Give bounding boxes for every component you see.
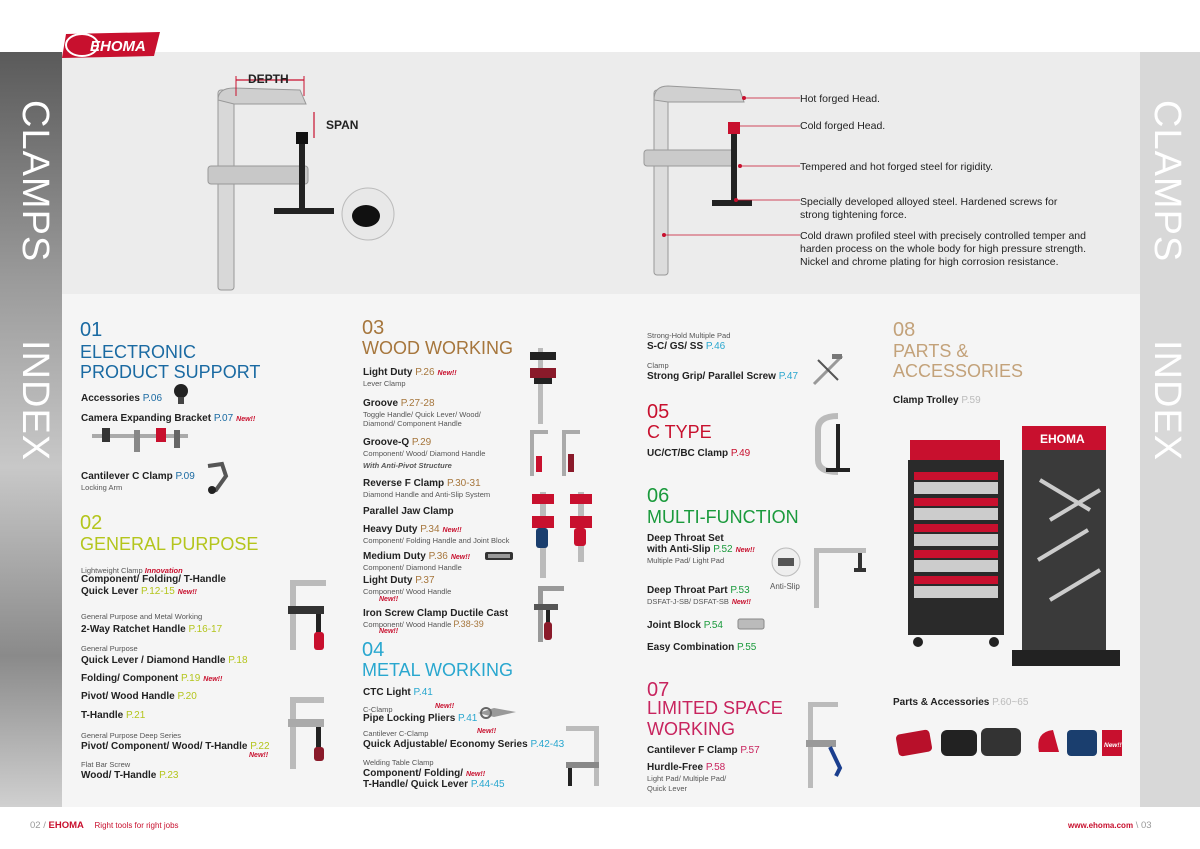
entry-sub-welding-table: Welding Table Clamp bbox=[363, 758, 434, 767]
page-ref: P.34 bbox=[420, 524, 440, 535]
entry-uc-ct-bc[interactable] bbox=[647, 448, 750, 460]
section-01-number: 01 bbox=[80, 319, 103, 341]
footer-tagline: Right tools for right jobs bbox=[94, 821, 179, 830]
entry-sub-clamp: Clamp bbox=[647, 361, 669, 370]
entry-2way-ratchet[interactable] bbox=[81, 624, 222, 636]
entry-label: Groove bbox=[363, 398, 399, 409]
page-ref: P.44-45 bbox=[470, 779, 505, 790]
entry-quick-adjustable[interactable] bbox=[363, 739, 564, 751]
iron-screw-clamp-image bbox=[528, 584, 572, 644]
strong-grip-image bbox=[808, 350, 848, 390]
entry-pivot-component-deep[interactable] bbox=[81, 741, 270, 753]
entry-iron-screw-clamp[interactable]: Iron Screw Clamp Ductile Cast bbox=[363, 608, 509, 619]
entry-sub-hurdle-1: Light Pad/ Multiple Pad/ bbox=[647, 774, 727, 783]
entry-label: Clamp Trolley bbox=[893, 395, 959, 406]
entry-label: Heavy Duty bbox=[363, 524, 418, 535]
general-clamp-image-2 bbox=[282, 693, 332, 773]
page-ref: P.16-17 bbox=[188, 624, 223, 635]
section-06-title: MULTI-FUNCTION bbox=[647, 507, 799, 527]
section-03-title: WOOD WORKING bbox=[362, 338, 513, 358]
entry-label: Groove-Q bbox=[363, 437, 410, 448]
entry-label: Component/ Folding/ bbox=[363, 768, 463, 779]
new-badge-quick-adjustable: New!! bbox=[477, 728, 497, 735]
feature-4b: strong tightening force. bbox=[800, 209, 907, 221]
page-ref: P.46 bbox=[705, 341, 726, 352]
page-ref: P.30-31 bbox=[446, 478, 481, 489]
entry-label: Strong Grip/ Parallel Screw bbox=[647, 371, 776, 382]
page-ref: P.09 bbox=[175, 471, 195, 482]
page-ref: P.60~65 bbox=[992, 697, 1029, 708]
feature-5a: Cold drawn profiled steel with precisely controlled temper and bbox=[800, 230, 1086, 242]
entry-label: Accessories bbox=[81, 393, 140, 404]
entry-t-handle[interactable] bbox=[81, 710, 145, 722]
entry-groove[interactable] bbox=[363, 398, 435, 410]
page-ref: P.53 bbox=[730, 585, 750, 596]
section-04-number: 04 bbox=[362, 639, 385, 661]
entry-quick-lever-diamond[interactable] bbox=[81, 655, 248, 667]
section-07-title-1: LIMITED SPACE bbox=[647, 698, 783, 718]
entry-light-duty-parallel[interactable] bbox=[363, 575, 435, 587]
anti-pivot-note: With Anti-Pivot Structure bbox=[363, 461, 452, 470]
entry-groove-q[interactable] bbox=[363, 437, 431, 449]
parts-new-badge: New!! bbox=[1104, 742, 1122, 749]
display-brand-text: EHOMA bbox=[1040, 432, 1085, 446]
section-07-title-2: WORKING bbox=[647, 719, 735, 739]
entry-label: S-C/ GS/ SS bbox=[647, 341, 704, 352]
new-badge: New!! bbox=[465, 771, 486, 778]
entry-folding-component[interactable] bbox=[81, 673, 222, 686]
entry-label: Deep Throat Part bbox=[647, 585, 728, 596]
pipe-pliers-image bbox=[476, 704, 518, 722]
entry-label: T-Handle/ Quick Lever bbox=[363, 779, 469, 790]
lever-clamp-image bbox=[522, 346, 566, 426]
entry-sc-gs-ss[interactable] bbox=[647, 341, 725, 353]
entry-sub-multiple-pad: Multiple Pad/ Light Pad bbox=[647, 556, 725, 565]
footer-right bbox=[1068, 820, 1152, 831]
new-badge: New!! bbox=[442, 527, 462, 534]
c-clamp-image bbox=[808, 410, 852, 482]
entry-label: Reverse F Clamp bbox=[363, 478, 445, 489]
section-07-number: 07 bbox=[647, 679, 670, 701]
side-label-index-right: INDEX bbox=[1146, 340, 1188, 462]
page-ref: P.38-39 bbox=[453, 619, 484, 629]
ehoma-logo bbox=[60, 30, 164, 60]
new-badge: New!! bbox=[437, 370, 457, 377]
new-badge: New!! bbox=[177, 589, 197, 596]
locking-arm-image bbox=[202, 460, 232, 498]
entry-label: Joint Block bbox=[647, 620, 701, 631]
entry-sub-medium-duty: Component/ Diamond Handle bbox=[363, 563, 462, 572]
page-ref: P.55 bbox=[737, 642, 757, 653]
sub-text: Component/ Wood Handle bbox=[363, 620, 452, 629]
entry-sub-lever-clamp: Lever Clamp bbox=[363, 379, 406, 388]
entry-sub-light-duty-parallel: Component/ Wood Handle bbox=[363, 587, 452, 596]
section-03-number: 03 bbox=[362, 317, 385, 339]
page-ref: P.26 bbox=[415, 367, 435, 378]
entry-label: Quick Lever bbox=[81, 586, 139, 597]
entry-lightweight-component[interactable]: Component/ Folding/ T-Handle bbox=[81, 574, 226, 585]
feature-5c: Nickel and chrome plating for high corrosion resistance. bbox=[800, 256, 1059, 268]
clamp-diagram-dimensions bbox=[200, 70, 400, 295]
entry-strong-grip[interactable] bbox=[647, 371, 798, 383]
page-ref: P.54 bbox=[703, 620, 723, 631]
entry-label: Medium Duty bbox=[363, 551, 426, 562]
page-ref: P.23 bbox=[159, 770, 179, 781]
entry-label: Light Duty bbox=[363, 575, 413, 586]
page-ref: P.42-43 bbox=[530, 739, 565, 750]
entry-joint-block[interactable] bbox=[647, 620, 723, 632]
section-01-title-1: ELECTRONIC bbox=[80, 342, 197, 362]
feature-4a: Specially developed alloyed steel. Hardened screws for bbox=[800, 196, 1058, 208]
trolley-display-image bbox=[900, 420, 1130, 670]
page-ref: P.19 bbox=[180, 673, 201, 684]
new-badge-light-duty: New!! bbox=[379, 596, 399, 603]
entry-easy-combination[interactable] bbox=[647, 642, 756, 654]
entry-cantilever-f-clamp[interactable] bbox=[647, 745, 760, 757]
span-label: SPAN bbox=[326, 118, 359, 132]
new-badge: New!! bbox=[735, 547, 755, 554]
page-ref: P.12-15 bbox=[141, 586, 175, 597]
footer-url[interactable]: www.ehoma.com bbox=[1068, 821, 1134, 830]
page-ref: P.52 bbox=[713, 544, 733, 555]
entry-wood-t-handle[interactable] bbox=[81, 770, 178, 782]
footer-left bbox=[30, 820, 179, 831]
entry-sub-heavy-duty: Component/ Folding Handle and Joint Block bbox=[363, 536, 510, 545]
page-number-left: 02 / bbox=[30, 820, 46, 831]
new-badge-pipe-pliers: New!! bbox=[435, 703, 455, 710]
medium-duty-image bbox=[484, 550, 514, 562]
section-08-title-1: PARTS & bbox=[893, 341, 969, 361]
section-08-title-2: ACCESSORIES bbox=[893, 361, 1024, 381]
entry-sub-groove-1: Toggle Handle/ Quick Lever/ Wood/ bbox=[363, 410, 481, 419]
page-ref: P.41 bbox=[413, 687, 433, 698]
entry-sub-flat-bar: Flat Bar Screw bbox=[81, 760, 131, 769]
new-badge: New!! bbox=[236, 416, 256, 423]
cantilever-f-image bbox=[800, 698, 850, 790]
entry-hurdle-free[interactable] bbox=[647, 762, 725, 774]
entry-label: T-Handle bbox=[81, 710, 124, 721]
entry-sub-dsfat bbox=[647, 597, 751, 607]
entry-label: Camera Expanding Bracket bbox=[81, 413, 212, 424]
section-05-title: C TYPE bbox=[647, 422, 712, 442]
sub-text: Lightweight Clamp bbox=[81, 566, 143, 575]
joint-block-image bbox=[736, 616, 766, 632]
sub-text: DSFAT-J-SB/ DSFAT-SB bbox=[647, 597, 729, 606]
entry-sub-cantilever-c: Cantilever C-Clamp bbox=[363, 729, 429, 738]
page-ref: P.58 bbox=[705, 762, 726, 773]
entry-pipe-locking-pliers[interactable] bbox=[363, 713, 477, 725]
logo-text: EHOMA bbox=[90, 38, 146, 55]
entry-label: Wood/ T-Handle bbox=[81, 770, 157, 781]
new-badge-deep: New!! bbox=[249, 752, 269, 759]
side-label-clamps-left: CLAMPS bbox=[14, 100, 56, 263]
bracket-product-image bbox=[90, 424, 190, 454]
page-ref: P.36 bbox=[428, 551, 448, 562]
page-ref: P.59 bbox=[961, 395, 981, 406]
general-clamp-image-1 bbox=[282, 576, 332, 654]
parallel-jaw-images bbox=[522, 490, 602, 580]
entry-parts-accessories[interactable] bbox=[893, 697, 1028, 709]
page-ref: P.41 bbox=[458, 713, 478, 724]
section-02-number: 02 bbox=[80, 512, 103, 534]
innovation-badge: Innovation bbox=[144, 566, 183, 575]
page-ref: P.27-28 bbox=[400, 398, 435, 409]
entry-label: Light Duty bbox=[363, 367, 413, 378]
entry-lightweight-quick-lever[interactable] bbox=[81, 586, 197, 599]
deep-throat-image bbox=[770, 540, 870, 610]
page-ref: P.29 bbox=[411, 437, 432, 448]
entry-label: 2-Way Ratchet Handle bbox=[81, 624, 186, 635]
entry-sub-general-purpose: General Purpose bbox=[81, 644, 138, 653]
entry-cantilever-c-clamp[interactable] bbox=[81, 471, 195, 483]
accessory-product-image bbox=[170, 383, 192, 405]
feature-2: Cold forged Head. bbox=[800, 120, 886, 132]
feature-3: Tempered and hot forged steel for rigidity. bbox=[800, 161, 993, 173]
page-ref: P.18 bbox=[228, 655, 248, 666]
welding-clamp-image bbox=[558, 722, 608, 790]
entry-sub-c-clamp: C-Clamp bbox=[363, 705, 393, 714]
entry-sub-reverse-f: Diamond Handle and Anti-Slip System bbox=[363, 490, 491, 499]
groove-clamp-images bbox=[522, 428, 582, 478]
entry-sub-strong-hold: Strong-Hold Multiple Pad bbox=[647, 331, 731, 340]
entry-reverse-f-clamp[interactable] bbox=[363, 478, 481, 490]
entry-deep-throat-set[interactable]: Deep Throat Set bbox=[647, 533, 724, 544]
section-08-number: 08 bbox=[893, 319, 916, 341]
entry-deep-throat-part[interactable] bbox=[647, 585, 750, 597]
entry-sub-hurdle-2: Quick Lever bbox=[647, 784, 688, 793]
entry-label: Hurdle-Free bbox=[647, 762, 704, 773]
page-ref: P.47 bbox=[778, 371, 799, 382]
section-01-title-2: PRODUCT SUPPORT bbox=[80, 362, 261, 382]
accessories-images bbox=[895, 722, 1125, 762]
entry-label: CTC Light bbox=[363, 687, 411, 698]
entry-ctc-light[interactable] bbox=[363, 687, 433, 699]
side-label-index-left: INDEX bbox=[14, 340, 56, 462]
entry-accessories[interactable] bbox=[81, 393, 162, 405]
page-ref: P.07 bbox=[213, 413, 234, 424]
entry-label: Parts & Accessories bbox=[893, 697, 990, 708]
entry-label: Quick Adjustable/ Economy Series bbox=[363, 739, 528, 750]
entry-label: with Anti-Slip bbox=[647, 544, 711, 555]
page-ref: P.37 bbox=[415, 575, 435, 586]
new-badge-iron-screw: New!! bbox=[379, 628, 399, 635]
clamp-diagram-features bbox=[640, 80, 800, 280]
entry-clamp-trolley[interactable] bbox=[893, 395, 981, 407]
page-ref: P.20 bbox=[177, 691, 197, 702]
page-number-right: \ 03 bbox=[1135, 820, 1152, 831]
anti-slip-label: Anti-Slip bbox=[770, 582, 800, 591]
entry-sub-general-metal: General Purpose and Metal Working bbox=[81, 612, 203, 621]
footer-brand: EHOMA bbox=[48, 820, 84, 831]
feature-1: Hot forged Head. bbox=[800, 93, 880, 105]
entry-parallel-jaw[interactable]: Parallel Jaw Clamp bbox=[363, 506, 454, 517]
page-ref: P.22 bbox=[250, 741, 270, 752]
entry-label: Easy Combination bbox=[647, 642, 735, 653]
page-ref: P.49 bbox=[730, 448, 751, 459]
entry-label: Pivot/ Component/ Wood/ T-Handle bbox=[81, 741, 248, 752]
feature-5b: harden process on the whole body for high pressure strength. bbox=[800, 243, 1087, 255]
entry-welding-t-handle[interactable] bbox=[363, 779, 505, 791]
entry-sub-groove-q: Component/ Wood/ Diamond Handle bbox=[363, 449, 486, 458]
entry-label: Pipe Locking Pliers bbox=[363, 713, 456, 724]
entry-sub-groove-2: Diamond/ Component Handle bbox=[363, 419, 462, 428]
page-ref: P.21 bbox=[126, 710, 146, 721]
side-label-clamps-right: CLAMPS bbox=[1146, 100, 1188, 263]
entry-label: Pivot/ Wood Handle bbox=[81, 691, 175, 702]
entry-label: Cantilever F Clamp bbox=[647, 745, 738, 756]
entry-label: UC/CT/BC Clamp bbox=[647, 448, 729, 459]
entry-sub-locking-arm: Locking Arm bbox=[81, 483, 123, 492]
section-05-number: 05 bbox=[647, 401, 670, 423]
section-02-title: GENERAL PURPOSE bbox=[80, 534, 259, 554]
entry-label: Folding/ Component bbox=[81, 673, 179, 684]
new-badge: New!! bbox=[450, 554, 470, 561]
entry-label: Quick Lever / Diamond Handle bbox=[81, 655, 226, 666]
new-badge: New!! bbox=[203, 676, 223, 683]
page-ref: P.06 bbox=[142, 393, 163, 404]
depth-label: DEPTH bbox=[248, 72, 289, 86]
entry-sub-deep-series: General Purpose Deep Series bbox=[81, 731, 182, 740]
section-04-title: METAL WORKING bbox=[362, 660, 514, 680]
section-06-number: 06 bbox=[647, 485, 670, 507]
new-badge: New!! bbox=[731, 599, 751, 606]
entry-label: Cantilever C Clamp bbox=[81, 471, 173, 482]
page-ref: P.57 bbox=[740, 745, 760, 756]
entry-pivot-wood[interactable] bbox=[81, 691, 197, 703]
